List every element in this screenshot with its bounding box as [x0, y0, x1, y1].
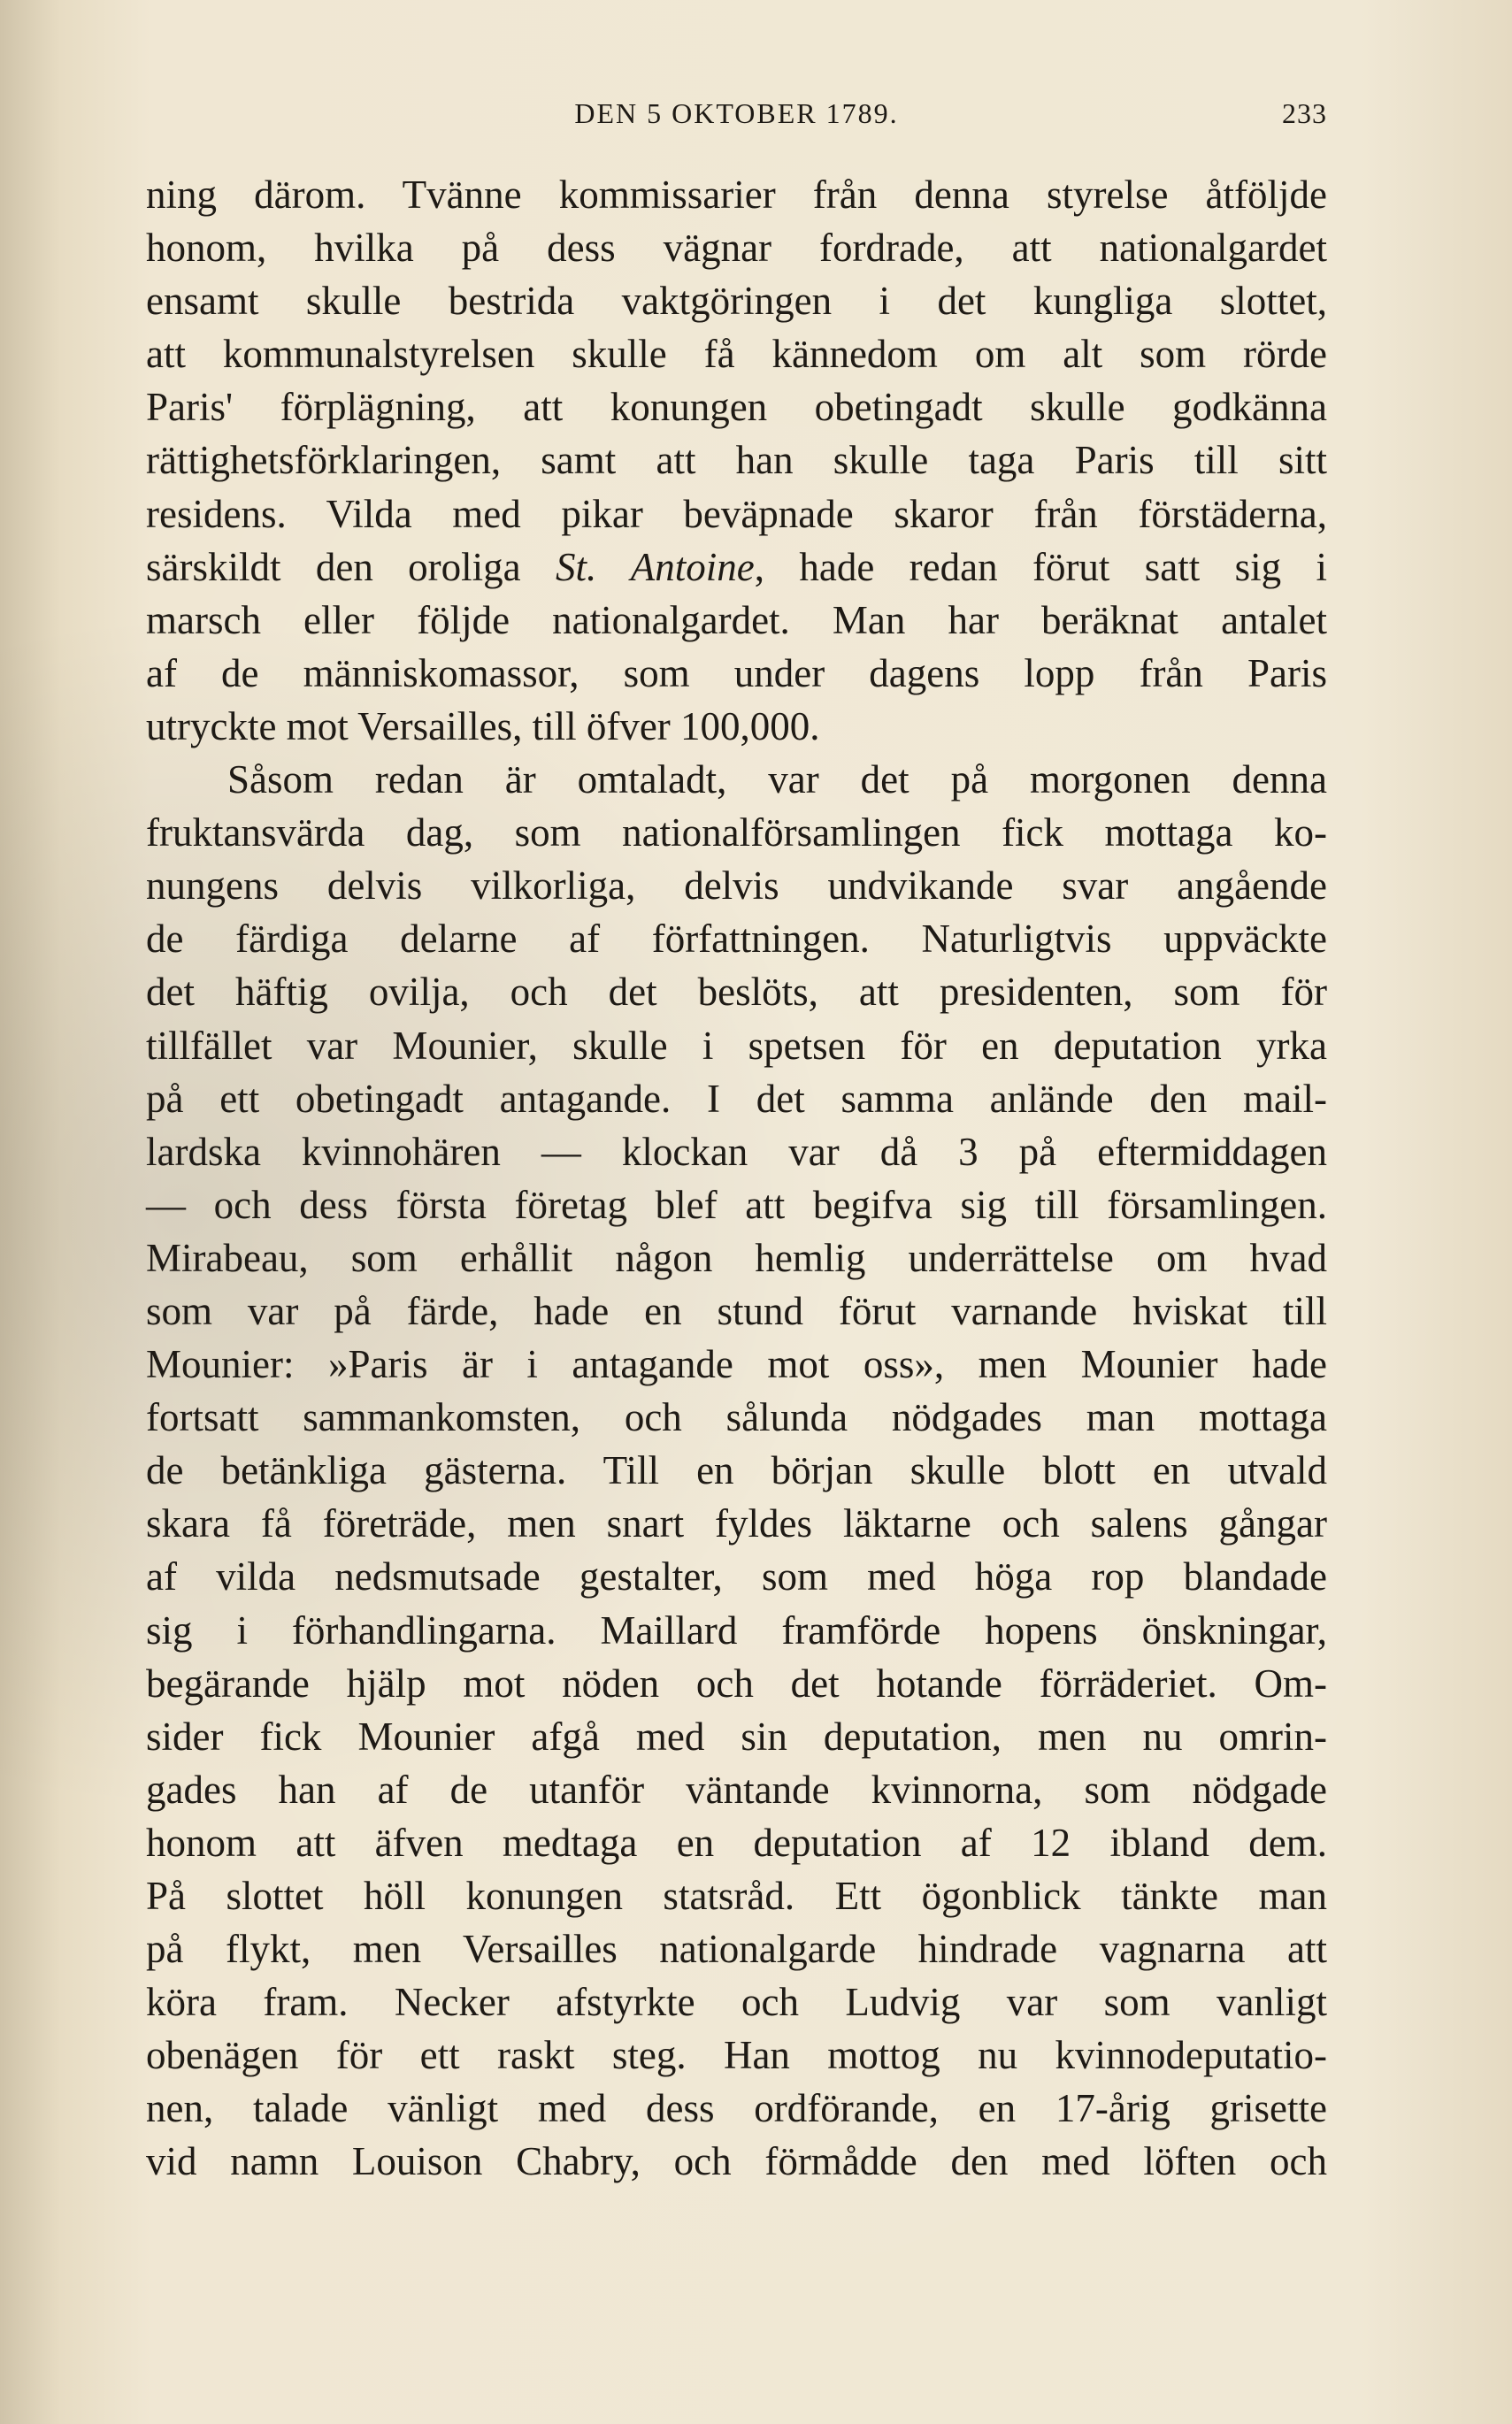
text-line: skara få företräde, men snart fyldes läktarne och salens gångar — [146, 1501, 1327, 1546]
text-line: sider fick Mounier afgå med sin deputation, men nu omrin- — [146, 1714, 1327, 1759]
page-header — [146, 97, 1327, 133]
page-number: 233 — [1282, 97, 1327, 129]
text-line: Paris' förplägning, att konungen obetingadt skulle godkänna — [146, 385, 1327, 430]
text-line: nen, talade vänligt med dess ordförande, en 17-årig grisette — [146, 2086, 1327, 2131]
text-line: på ett obetingadt antagande. I det samma anlände den mail- — [146, 1076, 1327, 1121]
text-line: honom, hvilka på dess vägnar fordrade, att nationalgardet — [146, 226, 1327, 271]
text-line: residens. Vilda med pikar beväpnade skaror från förstäderna, — [146, 491, 1327, 536]
paragraph-end-line: utryckte mot Versailles, till öfver 100,000. — [146, 703, 820, 748]
text-line — [146, 541, 1327, 594]
text-line: Mounier: »Paris är i antagande mot oss», men Mounier hade — [146, 1342, 1327, 1387]
line-text: särskildt den oroliga — [146, 544, 556, 589]
line-text: , hade redan förut satt sig i — [754, 544, 1328, 589]
text-line: fortsatt sammankomsten, och sålunda nödgades man mottaga — [146, 1395, 1327, 1440]
text-line: att kommunalstyrelsen skulle få kännedom om alt som rörde — [146, 332, 1327, 377]
text-line: det häftig ovilja, och det beslöts, att presidenten, som för — [146, 970, 1327, 1015]
paragraph-start-line: Såsom redan är omtaladt, var det på morgonen denna — [227, 757, 1327, 802]
text-line: ensamt skulle bestrida vaktgöringen i det kungliga slottet, — [146, 279, 1327, 324]
text-line: — och dess första företag blef att begifva sig till församlingen. — [146, 1182, 1327, 1227]
body-text — [146, 168, 1327, 2189]
text-line: nungens delvis vilkorliga, delvis undvikande svar angående — [146, 863, 1327, 909]
text-line: rättighetsförklaringen, samt att han skulle taga Paris till sitt — [146, 438, 1327, 483]
text-line: sig i förhandlingarna. Maillard framförde hopens önskningar, — [146, 1607, 1327, 1653]
text-line: obenägen för ett raskt steg. Han mottog nu kvinnodeputatio- — [146, 2033, 1327, 2078]
running-head: DEN 5 OKTOBER 1789. — [574, 97, 899, 129]
text-line: fruktansvärda dag, som nationalförsamlingen fick mottaga ko- — [146, 810, 1327, 855]
text-line: de färdiga delarne af författningen. Naturligtvis uppväckte — [146, 917, 1327, 962]
text-line: ning därom. Tvänne kommissarier från denna styrelse åtföljde — [146, 173, 1327, 217]
text-line: af de människomassor, som under dagens lopp från Paris — [146, 650, 1327, 695]
text-line: Mirabeau, som erhållit någon hemlig underrättelse om hvad — [146, 1235, 1327, 1280]
text-line: gades han af de utanför väntande kvinnorna, som nödgade — [146, 1767, 1327, 1812]
text-line: köra fram. Necker afstyrkte och Ludvig var som vanligt — [146, 1980, 1327, 2025]
text-line: begärande hjälp mot nöden och det hotande förräderiet. Om- — [146, 1661, 1327, 1706]
text-line: af vilda nedsmutsade gestalter, som med höga rop blandade — [146, 1554, 1327, 1599]
text-line: de betänkliga gästerna. Till en början skulle blott en utvald — [146, 1448, 1327, 1493]
text-line: honom att äfven medtaga en deputation af 12 ibland dem. — [146, 1820, 1327, 1865]
text-line: tillfället var Mounier, skulle i spetsen för en deputation yrka — [146, 1023, 1327, 1068]
text-line: marsch eller följde nationalgardet. Man har beräknat antalet — [146, 597, 1327, 642]
text-line: som var på färde, hade en stund förut varnande hviskat till — [146, 1288, 1327, 1333]
italic-place-name: St. Antoine — [556, 544, 755, 589]
text-line: på flykt, men Versailles nationalgarde hindrade vagnarna att — [146, 1927, 1327, 1972]
text-line: lardska kvinnohären — klockan var då 3 på eftermiddagen — [146, 1129, 1327, 1174]
text-line: vid namn Louison Chabry, och förmådde den med löften och — [146, 2139, 1327, 2184]
text-line: På slottet höll konungen statsråd. Ett ögonblick tänkte man — [146, 1874, 1327, 1918]
